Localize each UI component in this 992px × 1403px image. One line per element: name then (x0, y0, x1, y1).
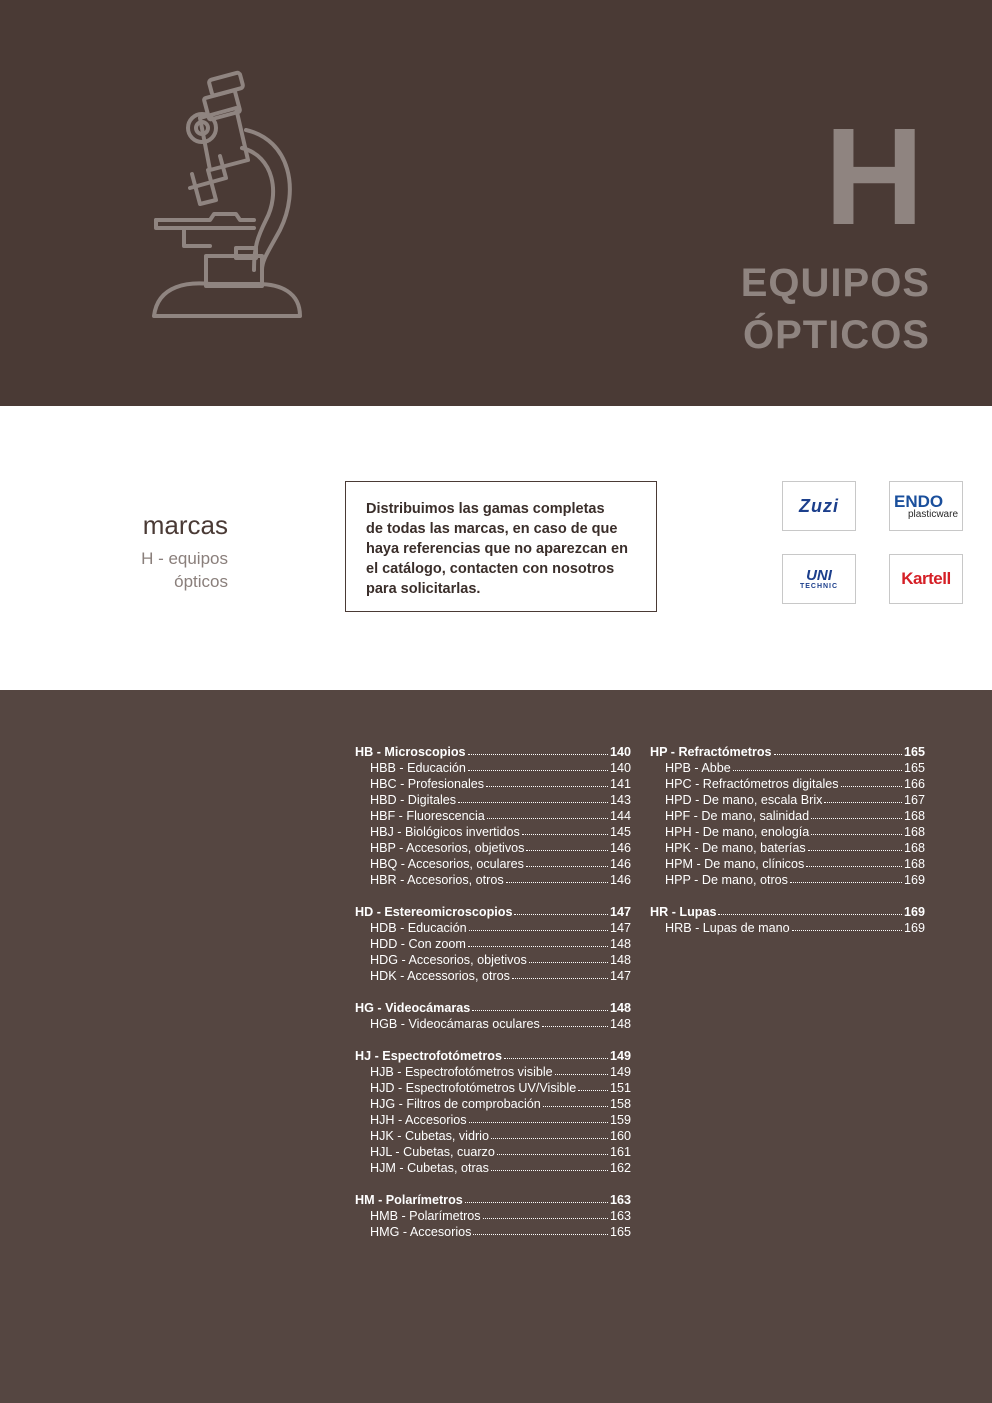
unitechnic-logo-sub: TECHNIC (799, 583, 839, 590)
toc-item-row (355, 777, 631, 793)
toc-section-row (355, 1001, 631, 1017)
toc-item-row (355, 969, 631, 985)
toc-dot-leader (514, 913, 608, 915)
toc-page-number: 146 (609, 857, 631, 871)
toc-dot-leader (491, 1169, 608, 1171)
unitechnic-logo-text: UNI (806, 567, 832, 584)
toc-page-number: 161 (609, 1145, 631, 1159)
note-line: de todas las marcas, en caso de que (366, 521, 618, 537)
toc-entry-label: HDK - Accessorios, otros (370, 969, 510, 983)
toc-dot-leader (526, 849, 608, 851)
toc-dot-leader (458, 801, 608, 803)
toc-entry-label: HPF - De mano, salinidad (665, 809, 810, 823)
toc-entry-label: HBB - Educación (370, 761, 466, 775)
toc-entry-label: HRB - Lupas de mano (665, 921, 790, 935)
toc-entry-label: HBQ - Accesorios, oculares (370, 857, 524, 871)
toc-page-number: 147 (609, 969, 631, 983)
toc-page-number: 158 (609, 1097, 631, 1111)
toc-page-number: 168 (903, 809, 925, 823)
toc-section-row (355, 1049, 631, 1065)
toc-entry-label: HBR - Accesorios, otros (370, 873, 504, 887)
toc-page-number: 169 (903, 873, 925, 887)
toc-entry-label: HDD - Con zoom (370, 937, 466, 951)
toc-item-row (650, 825, 925, 841)
toc-dot-leader (529, 961, 608, 963)
toc-section-row (355, 905, 631, 921)
toc-item-row (355, 793, 631, 809)
toc-page-number: 146 (609, 841, 631, 855)
toc-entry-label: HD - Estereomicroscopios (355, 905, 513, 919)
toc-dot-leader (487, 817, 608, 819)
endo-logo-text: ENDO (893, 491, 944, 511)
toc-dot-leader (790, 881, 902, 883)
kartell-logo-text: Kartell (901, 569, 951, 588)
toc-dot-leader (497, 1153, 608, 1155)
toc-page-number: 159 (609, 1113, 631, 1127)
toc-page-number: 149 (609, 1065, 631, 1079)
toc-entry-label: HJM - Cubetas, otras (370, 1161, 489, 1175)
toc-page-number: 168 (903, 825, 925, 839)
toc-item-row (355, 1065, 631, 1081)
toc-entry-label: HDB - Educación (370, 921, 467, 935)
zuzi-logo (782, 481, 856, 531)
toc-item-row (355, 1097, 631, 1113)
toc-page-number: 143 (609, 793, 631, 807)
toc-dot-leader (522, 833, 608, 835)
toc-dot-leader (808, 849, 902, 851)
toc-item-row (355, 1017, 631, 1033)
toc-entry-label: HPH - De mano, enología (665, 825, 810, 839)
toc-item-row (355, 1081, 631, 1097)
toc-entry-label: HJG - Filtros de comprobación (370, 1097, 541, 1111)
toc-entry-label: HPM - De mano, clínicos (665, 857, 805, 871)
toc-item-row (355, 841, 631, 857)
brands-sub-line1: H - equipos (141, 549, 228, 568)
toc-entry-label: HMG - Accesorios (370, 1225, 472, 1239)
toc-dot-leader (774, 753, 902, 755)
toc-page-number: 144 (609, 809, 631, 823)
toc-page-number: 163 (609, 1209, 631, 1223)
toc-item-row (355, 825, 631, 841)
toc-page-number: 147 (609, 905, 631, 919)
toc-item-row (355, 1129, 631, 1145)
toc-item-row (355, 873, 631, 889)
section-letter: H (824, 100, 922, 254)
toc-dot-leader (543, 1105, 608, 1107)
toc-item-row (355, 1225, 631, 1241)
toc-dot-leader (811, 833, 902, 835)
toc-page-number: 148 (609, 937, 631, 951)
toc-item-row (355, 953, 631, 969)
toc-dot-leader (811, 817, 902, 819)
toc-page-number: 168 (903, 841, 925, 855)
toc-page-number: 148 (609, 1017, 631, 1031)
toc-dot-leader (718, 913, 902, 915)
unitechnic-logo (782, 554, 856, 604)
toc-entry-label: HPD - De mano, escala Brix (665, 793, 823, 807)
toc-dot-leader (792, 929, 902, 931)
toc-dot-leader (806, 865, 902, 867)
toc-item-row (355, 761, 631, 777)
toc-page-number: 148 (609, 1001, 631, 1015)
header-band (0, 0, 992, 406)
toc-entry-label: HG - Videocámaras (355, 1001, 471, 1015)
toc-dot-leader (473, 1233, 608, 1235)
toc-dot-leader (491, 1137, 608, 1139)
toc-page-number: 148 (609, 953, 631, 967)
toc-item-row (355, 809, 631, 825)
brands-sub-line2: ópticos (174, 572, 228, 591)
toc-item-row (650, 841, 925, 857)
toc-group (355, 745, 631, 889)
toc-page-number: 165 (903, 761, 925, 775)
toc-entry-label: HJD - Espectrofotómetros UV/Visible (370, 1081, 577, 1095)
toc-dot-leader (486, 785, 608, 787)
toc-entry-label: HB - Microscopios (355, 745, 466, 759)
toc-entry-label: HP - Refractómetros (650, 745, 772, 759)
toc-entry-label: HJ - Espectrofotómetros (355, 1049, 502, 1063)
toc-dot-leader (733, 769, 902, 771)
section-title (741, 257, 930, 361)
toc-page-number: 151 (609, 1081, 631, 1095)
toc-entry-label: HPK - De mano, baterías (665, 841, 806, 855)
toc-entry-label: HPB - Abbe (665, 761, 731, 775)
toc-page-number: 165 (903, 745, 925, 759)
toc-item-row (650, 793, 925, 809)
toc-group (650, 905, 925, 937)
toc-item-row (355, 1209, 631, 1225)
toc-group (355, 1193, 631, 1241)
toc-group (355, 905, 631, 985)
endo-logo-sub: plasticware (907, 508, 959, 520)
toc-entry-label: HBD - Digitales (370, 793, 457, 807)
toc-dot-leader (578, 1089, 608, 1091)
toc-dot-leader (526, 865, 608, 867)
toc-page-number: 141 (609, 777, 631, 791)
toc-page-number: 140 (609, 745, 631, 759)
toc-page-number: 145 (609, 825, 631, 839)
toc-entry-label: HBJ - Biológicos invertidos (370, 825, 520, 839)
toc-group (650, 745, 925, 889)
toc-entry-label: HBC - Profesionales (370, 777, 485, 791)
toc-item-row (355, 1161, 631, 1177)
toc-dot-leader (542, 1025, 608, 1027)
toc-page-number: 140 (609, 761, 631, 775)
toc-page-number: 166 (903, 777, 925, 791)
toc-item-row (650, 777, 925, 793)
toc-entry-label: HGB - Videocámaras oculares (370, 1017, 540, 1031)
toc-dot-leader (506, 881, 608, 883)
toc-dot-leader (468, 769, 608, 771)
toc-section-row (650, 745, 925, 761)
toc-entry-label: HJK - Cubetas, vidrio (370, 1129, 489, 1143)
toc-item-row (650, 873, 925, 889)
brands-heading: marcas (142, 510, 228, 540)
toc-item-row (650, 761, 925, 777)
microscope-icon (150, 70, 310, 330)
toc-entry-label: HR - Lupas (650, 905, 717, 919)
toc-group (355, 1049, 631, 1177)
toc-page-number: 149 (609, 1049, 631, 1063)
toc-entry-label: HJL - Cubetas, cuarzo (370, 1145, 495, 1159)
toc-section-row (650, 905, 925, 921)
toc-item-row (355, 921, 631, 937)
toc-dot-leader (824, 801, 902, 803)
toc-entry-label: HM - Polarímetros (355, 1193, 463, 1207)
toc-dot-leader (483, 1217, 608, 1219)
toc-entry-label: HPP - De mano, otros (665, 873, 788, 887)
note-line: Distribuimos las gamas completas (366, 501, 605, 517)
toc-dot-leader (469, 929, 608, 931)
toc-dot-leader (468, 753, 608, 755)
toc-page-number: 160 (609, 1129, 631, 1143)
toc-dot-leader (465, 1201, 608, 1203)
toc-entry-label: HDG - Accesorios, objetivos (370, 953, 527, 967)
toc-page-number: 162 (609, 1161, 631, 1175)
section-title-line2: ÓPTICOS (742, 313, 930, 357)
section-title-line1: EQUIPOS (740, 261, 930, 305)
zuzi-logo-text: Zuzi (799, 495, 839, 516)
toc-page-number: 147 (609, 921, 631, 935)
toc-item-row (355, 1113, 631, 1129)
toc-entry-label: HBF - Fluorescencia (370, 809, 485, 823)
toc-dot-leader (469, 1121, 608, 1123)
brands-subheading (141, 547, 228, 593)
toc-page-number: 168 (903, 857, 925, 871)
toc-dot-leader (512, 977, 608, 979)
toc-item-row (355, 1145, 631, 1161)
toc-item-row (355, 937, 631, 953)
note-line: para solicitarlas. (366, 581, 481, 597)
toc-entry-label: HMB - Polarímetros (370, 1209, 481, 1223)
toc-page-number: 169 (903, 921, 925, 935)
toc-column-right (650, 745, 925, 953)
toc-section-row (355, 745, 631, 761)
toc-page-number: 163 (609, 1193, 631, 1207)
toc-item-row (650, 809, 925, 825)
toc-column-left (355, 745, 631, 1257)
toc-dot-leader (504, 1057, 608, 1059)
toc-dot-leader (555, 1073, 608, 1075)
note-line: el catálogo, contacten con nosotros (366, 561, 615, 577)
note-line: haya referencias que no aparezcan en (366, 541, 628, 557)
toc-entry-label: HJB - Espectrofotómetros visible (370, 1065, 553, 1079)
toc-entry-label: HJH - Accesorios (370, 1113, 467, 1127)
toc-entry-label: HBP - Accesorios, objetivos (370, 841, 525, 855)
toc-section-row (355, 1193, 631, 1209)
toc-entry-label: HPC - Refractómetros digitales (665, 777, 839, 791)
toc-page-number: 165 (609, 1225, 631, 1239)
toc-page-number: 169 (903, 905, 925, 919)
toc-item-row (650, 857, 925, 873)
toc-dot-leader (468, 945, 608, 947)
toc-group (355, 1001, 631, 1033)
toc-item-row (650, 921, 925, 937)
kartell-logo (889, 554, 963, 604)
toc-dot-leader (472, 1009, 608, 1011)
toc-item-row (355, 857, 631, 873)
brands-note-box (345, 481, 657, 612)
toc-page-number: 167 (903, 793, 925, 807)
toc-page-number: 146 (609, 873, 631, 887)
endo-logo (889, 481, 963, 531)
toc-dot-leader (841, 785, 902, 787)
